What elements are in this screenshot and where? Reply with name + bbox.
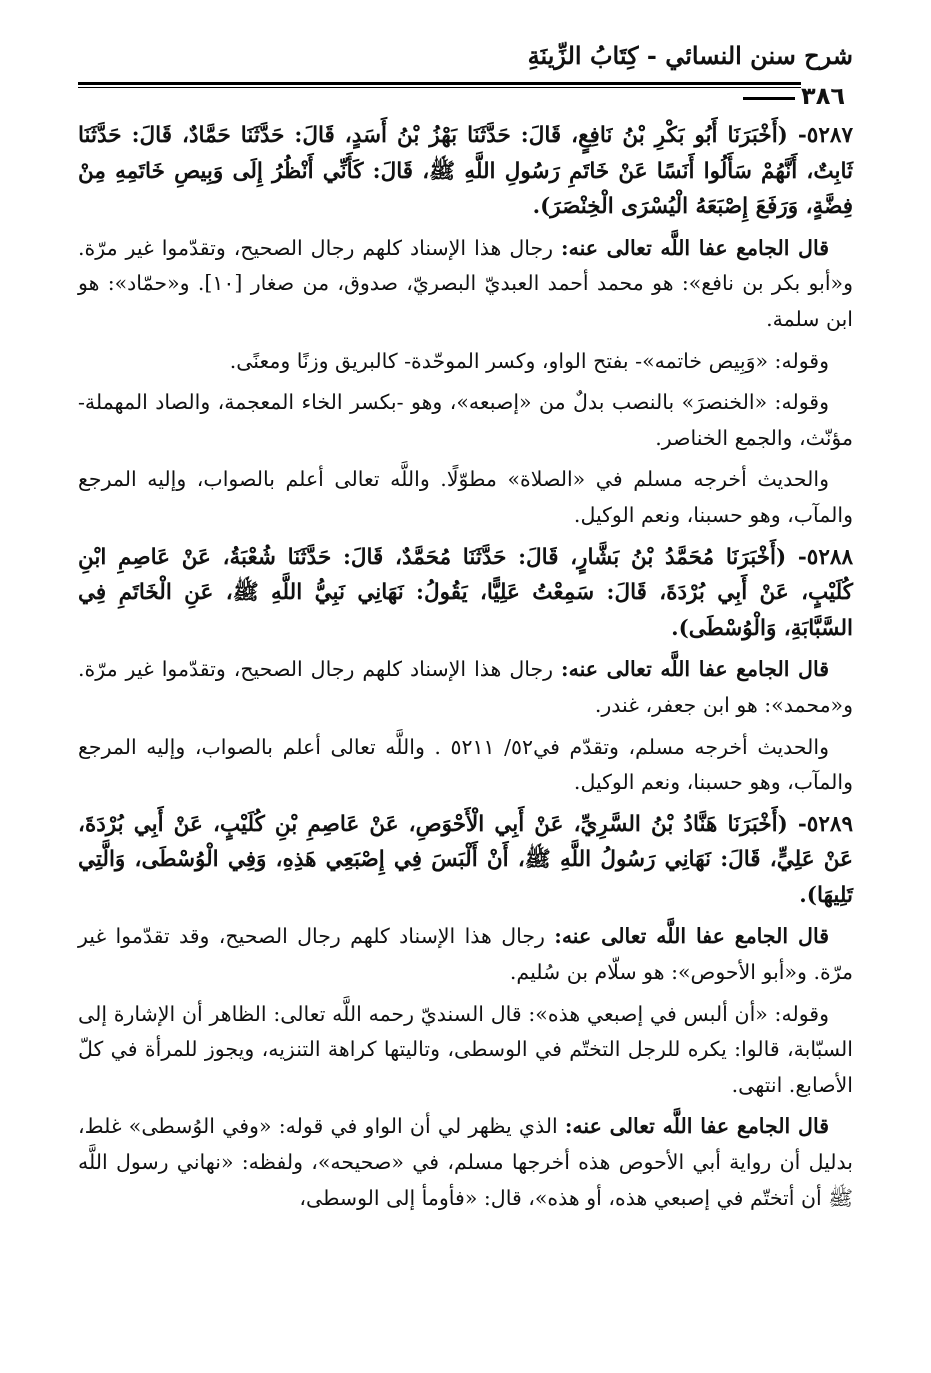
commentary-text: رجال هذا الإسناد كلهم رجال الصحيح، وتقدّموا غير مرّة. و«محمد»: هو ابن جعفر، غندر.: [78, 657, 853, 717]
page-number: ٣٨٦: [801, 82, 853, 110]
commentary-text: رجال هذا الإسناد كلهم رجال الصحيح، وتقدّموا غير مرّة. و«أبو بكر بن نافع»: هو محمد أحمد العبديّ البصريّ، صدوق، من صغار [١٠]. و«حمّاد»: هو ابن سلمة.: [78, 235, 853, 331]
commentary-paragraph: [78, 652, 853, 723]
commentary-lead: قال الجامع عفا اللَّه تعالى عنه:: [554, 924, 830, 949]
body-paragraph: وقوله: «وَبِيص خاتمه»- بفتح الواو، وكسر الموحّدة- كالبريق وزنًا ومعنًى.: [229, 348, 829, 373]
body-text: [78, 118, 853, 1222]
page-number-block: [0, 79, 931, 113]
commentary-lead: قال الجامع عفا اللَّه تعالى عنه:: [561, 235, 830, 260]
running-head-title: شرح سنن النسائي - كِتَابُ الزِّينَةِ: [527, 41, 853, 70]
commentary-lead: قال الجامع عفا اللَّه تعالى عنه:: [564, 1114, 829, 1139]
body-paragraph: وقوله: «أن ألبس في إصبعي هذه»: قال السنديّ رحمه اللَّه تعالى: الظاهر أن الإشارة إلى السبّابة، قالوا: يكره للرجل التختّم في الوسطى، وتاليتها كراهة التنزيه، ويجوز للمرأة في كلّ الأصابع. انتهى.: [78, 1001, 853, 1097]
commentary-paragraph: [78, 1109, 853, 1216]
page-number-dash: [743, 97, 795, 100]
hadith-5287: ٥٢٨٧- (أَخْبَرَنَا أَبُو بَكْرِ بْنُ نَافِعٍ، قَالَ: حَدَّثَنَا بَهْزُ بْنُ أَسَدٍ، قَالَ: حَدَّثَنَا حَمَّادٌ، قَالَ: حَدَّثَنَا ثَابِتٌ، أَنَّهُمْ سَأَلُوا أَنَسًا عَنْ خَاتَمِ رَسُولِ اللَّهِ ﷺ، قَالَ: كَأَنِّي أَنْظُرُ إِلَى وَبِيصِ خَاتَمِهِ مِنْ فِضَّةٍ، وَرَفَعَ إِصْبَعَهُ الْيُسْرَى الْخِنْصَرَ).: [78, 123, 853, 220]
commentary-text: الذي يظهر لي أن الواو في قوله: «وفي الوُسطى» غلط، بدليل أن رواية أبي الأحوص هذه أخرجها مسلم، في «صحيحه»، ولفظه: «نهاني رسول اللَّه ﷺ أن أتختّم في إصبعي هذه، أو هذه»، قال: «فأومأ إلى الوسطى،: [78, 1114, 853, 1210]
body-paragraph: والحديث أخرجه مسلم في «الصلاة» مطوّلًا. واللَّه تعالى أعلم بالصواب، وإليه المرجع والمآب، وهو حسبنا، ونعم الوكيل.: [78, 467, 853, 527]
body-paragraph: والحديث أخرجه مسلم، وتقدّم في٥٢/ ٥٢١١ . واللَّه تعالى أعلم بالصواب، وإليه المرجع والمآب، وهو حسبنا، ونعم الوكيل.: [78, 734, 853, 795]
commentary-paragraph: [78, 231, 853, 338]
commentary-lead: قال الجامع عفا اللَّه تعالى عنه:: [561, 657, 830, 682]
hadith-5289: ٥٢٨٩- (أَخْبَرَنَا هَنَّادُ بْنُ السَّرِيِّ، عَنْ أَبِي الْأَحْوَصِ، عَنْ عَاصِمِ بْنِ كُلَيْبٍ، عَنْ أَبِي بُرْدَةَ، عَنْ عَلِيٍّ، قَالَ: نَهَانِي رَسُولُ اللَّهِ ﷺ، أَنْ أَلْبَسَ فِي إِصْبَعِي هَذِهِ، وَفِي الْوُسْطَى، وَالَّتِي تَلِيهَا).: [78, 811, 853, 908]
commentary-text: رجال هذا الإسناد كلهم رجال الصحيح، وقد تقدّموا غير مرّة. و«أبو الأحوص»: هو سلّام بن سُليم.: [78, 924, 853, 985]
commentary-paragraph: [78, 919, 853, 990]
body-paragraph: وقوله: «الخنصرَ» بالنصب بدلٌ من «إصبعه»، وهو -بكسر الخاء المعجمة، والصاد المهملة- مؤنّث، والجمع الخناصر.: [78, 390, 853, 450]
hadith-5288: ٥٢٨٨- (أَخْبَرَنَا مُحَمَّدُ بْنُ بَشَّارٍ، قَالَ: حَدَّثَنَا مُحَمَّدٌ، قَالَ: حَدَّثَنَا شُعْبَةُ، عَنْ عَاصِمِ ابْنِ كُلَيْبٍ، عَنْ أَبِي بُرْدَةَ، قَالَ: سَمِعْتُ عَلِيًّا، يَقُولُ: نَهَانِي نَبِيُّ اللَّهِ ﷺ، عَنِ الْخَاتَمِ فِي السَّبَّابَةِ، وَالْوُسْطَى).: [78, 544, 853, 641]
